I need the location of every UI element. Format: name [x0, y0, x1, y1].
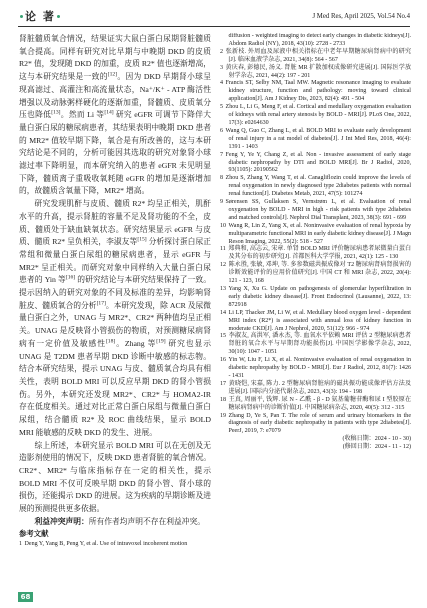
reference-item	[220, 199, 411, 223]
citation-superscript: [12]	[107, 71, 118, 78]
citation-superscript: [15]	[137, 236, 147, 243]
reference-text: Zhou L, Li G, Meng F, et al. Cortical and medullary oxygenation evaluation of kidneys with renal artery stenosis by BOLD - MRI[J]. PLoS One, 2022, 17(3): e0264630	[225, 104, 411, 126]
reference-text: Wang R, Lin Z, Yang X, et al. Noninvasive evaluation of renal hypoxia by multiparametric functional MRI in early diabetic kidney disease[J]. J Magn Reson Imaging, 2022, 55(2): 518 - 527	[228, 222, 411, 245]
reference-text: Francis ST, Selby NM, Taal MW. Magnetic resonance imaging to evaluate kidney structure, function and pathology: moving toward clinical application[J]. Am J Kidney Dis, 2023, 82(4): 491 - 504	[225, 80, 411, 103]
reference-number: 19	[220, 412, 227, 419]
text-run: 研究发现肌酐与皮质、髓质 R2* 均呈正相关，肌酐水平的升高，提示肾脏的容量不足及肾功能的不全，皮质、髓质处于缺血缺氧状态。研究结果显示 eGFR 与皮质、髓质 R2* 呈负相关，李淑友等	[19, 199, 211, 247]
section-label-text: 论 著	[25, 10, 56, 23]
reference-number: 4	[220, 80, 224, 87]
reference-number: 6	[220, 127, 224, 134]
citation-superscript: [19]	[156, 338, 166, 345]
reference-item	[220, 310, 411, 334]
reference-text: 陈永胜, 张敏, 邓坤, 等. 多参数磁共振成像对 T2 糖尿病肾病肾损害的诊断效能评价的应用价值研究[J]. 中国 CT 和 MRI 杂志, 2022, 20(4): 121 - 123, 168	[228, 262, 411, 285]
reference-text: Yin W, Liu F, Li X, et al. Noninvasive evaluation of renal oxygenation in diabetic nephropathy by BOLD - MRI[J]. Eur J Radiol, 2012, 81(7): 1426 - 1431	[228, 357, 411, 379]
reference-text: Zhang D, Ye S, Pan T. The role of serum and urinary biomarkers in the diagnosis of early diabetic nephropathy in patients with type 2diabetes[J]. PeerJ, 2019, 7: e7079	[228, 412, 411, 435]
header-rule	[18, 26, 410, 27]
reference-number: 15	[220, 333, 227, 340]
reference-text: Feng Y, Ye Y, Chang Z, et al. Non - invasive assessment of early stage diabetic nephropathy by DTI and BOLD MRI[J]. Br J Radiol, 2020, 93(1105): 20190562	[225, 151, 411, 174]
journal-info: J Med Res, April 2025, Vol.54 No.4	[312, 13, 410, 20]
text-run: 分析探讨蛋白尿正常组和微量白蛋白尿组的糖尿病患者，显示 eGFR 与 MR2* 呈正相关。而研究对象中同样纳入大量白蛋白尿患者的 Yin 等	[19, 237, 211, 285]
text-run: 研究也显示 UNAG 是 T2DM 患者早期 DKD 诊断中敏感的标志物。结合本研究结果，提示 UNAG 与皮、髓质氧合均具有相关性，表明 BOLD MRI 可以反应早期 DKD 的肾小管损伤。另外，本研究还发现 MR2*、CR2* 与 HOMA2-IR 存在低度相关。通过对比正常白蛋白尿组与微量白蛋白尿组，结合髓质 R2* 及 ROC 曲线结果，显示 BOLD MRI 能敏感的反映 DKD 的发生、进展。	[19, 338, 211, 437]
reference-text: Wang Q, Guo C, Zhang L, et al. BOLD MRI to evaluate early development of renal injury in a rat model of diabetes[J]. J Int Med Res, 2018, 46(4): 1391 - 1403	[225, 127, 411, 150]
reference-number: 1	[19, 541, 23, 548]
reference-item	[220, 333, 411, 357]
text-run: 肾脏髓质氧合情况，结果证实大鼠白蛋白尿期肾脏髓质氧合提高。同样有研究对比早期与中晚期 DKD 的皮质 R2* 值，发现随 DKD 的加重，皮质 R2* 值也逐渐增高，这与本研究结果是一致的	[19, 34, 211, 82]
reference-text: Li LP, Thacker JM, Li W, et al. Medullary blood oxygen level - dependent MRI index (R2*) is associated with annual loss of kidney function in moderate CKD[J]. Am J Nephrol, 2020, 51(12): 966 - 974	[228, 309, 411, 332]
text-run: 。Zhang 等	[115, 338, 157, 348]
reference-item	[220, 49, 411, 65]
reference-continuation: diffusion - weighted imaging to detect early changes in diabetic kidneys[J]. Abdom Radiol (NY), 2018, 43(10): 2728 - 2733	[228, 33, 411, 47]
reference-item	[220, 175, 411, 199]
article-dates	[220, 436, 411, 452]
citation-superscript: [16]	[65, 274, 76, 281]
page-number: 68	[18, 592, 33, 602]
reference-item	[220, 357, 411, 381]
reference-item	[220, 397, 411, 413]
reference-item	[220, 223, 411, 247]
reference-number: 7	[220, 151, 224, 158]
text-run: 。本研究发现，除 ACR 及尿微量白蛋白之外，UNAG 与 MR2*、CR2* 两种值均呈正相关。UNAG 是反映肾小管损伤的物质，对预测糖尿病肾病有一定价值及敏感性	[19, 300, 211, 348]
reference-item	[19, 541, 211, 549]
reference-number: 9	[220, 199, 224, 206]
reference-number: 3	[220, 64, 224, 71]
text-run: 。然而 Li 等	[60, 110, 105, 120]
reference-item	[220, 65, 411, 81]
conclusion-paragraph	[19, 440, 211, 516]
reference-item	[220, 246, 411, 262]
reference-text: Deng Y, Yang B, Peng Y, et al. Use of intravoxel incoherent motion	[24, 541, 188, 548]
reference-text: 黄庆春, 彭德民, 汤义. 肾脏 MR 扩散加权成像研究进展[J]. 国际医学放射学杂志, 2021, 44(2): 197 - 201	[225, 64, 411, 79]
reference-number: 13	[220, 286, 227, 292]
body-paragraph	[19, 198, 211, 439]
reference-item	[220, 413, 411, 437]
reference-text: Zhou S, Zhang Y, Wang T, et al. Canagliflozin could improve the levels of renal oxygenation in newly diagnosed type 2diabetes patients with normal renal function[J]. Diabetes Metab, 2021, 47(5): 101274	[225, 175, 411, 198]
conflict-text: 所有作者均声明不存在利益冲突。	[88, 516, 206, 526]
reference-text: 郑典和, 高志云, 宋章. 单肾 BOLD MRI 评价糖尿病患者尿微量白蛋白及其分布的初步研究[J]. 首都医科大学学报, 2021, 42(1): 125 - 130	[228, 246, 411, 261]
section-label	[18, 8, 62, 24]
reference-item	[220, 128, 411, 152]
section-dot-left	[20, 15, 23, 18]
revised-date: (修回日期：2024 - 11 - 12)	[342, 444, 411, 451]
left-column	[19, 33, 211, 589]
references-heading: 参考文献	[19, 529, 49, 539]
reference-text: Sørensen SS, Gullaksen S, Vernstrøm L, et al. Evaluation of renal oxygenation by BOLD - MRI in high - risk patients with type 2diabetes and matched controls[J]. Nephrol Dial Transplant, 2023, 38(3): 691 - 699	[225, 199, 411, 221]
reference-item	[220, 381, 411, 397]
reference-item	[220, 80, 411, 104]
citation-superscript: [17]	[96, 300, 106, 307]
reference-item	[220, 152, 411, 176]
reference-list	[220, 33, 411, 436]
reference-text: 黄晓恺, 宋嘉, 陈力. 2 型糖尿病肾脏病的磁共振功能成像评估方法及进展[J]. 国际内分泌代谢杂志, 2023, 43(3): 194 - 198	[228, 380, 411, 395]
reference-number: 8	[220, 175, 224, 182]
reference-item	[220, 262, 411, 286]
section-dot-right	[57, 15, 60, 18]
reference-number: 5	[220, 104, 224, 111]
text-run: 的研究结论与本研究结果保持了一致。提示因纳入的研究对象的不同及标准的差异，均影响肾脏皮、髓质氧合的分析	[19, 275, 211, 310]
reference-text: 王真, 周丽平, 钱辉. 尿 N - 乙酰 - β - D 氨基葡糖苷酶和尿 I 型胶原在糖尿病肾病中的诊断价值[J]. 中国糖尿病杂志, 2020, 40(5): 312 - 315	[228, 396, 411, 411]
citation-superscript: [13]	[51, 109, 61, 116]
reference-number: 18	[220, 396, 227, 403]
conflict-label: 利益冲突声明：	[34, 516, 89, 526]
reference-number: 12	[220, 262, 227, 269]
text-run: 。因为 DKD 早期肾小球呈现高滤过、高灌注和高流量状态，Na⁺/K⁺ - ATP 酶活性增强以及动脉粥样硬化的逐渐加重，肾髓质、皮质氧分压也降低	[19, 72, 211, 120]
received-date: (收稿日期：2024 - 10 - 30)	[342, 436, 411, 443]
reference-number: 2	[220, 48, 224, 55]
reference-text: Yang X, Xu G. Update on pathogenesis of glomerular hyperfiltration in early diabetic kidney disease[J]. Front Endocrinol (Lausanne), 2022, 13: 872918	[228, 286, 411, 308]
text-run: 综上所述，本研究显示 BOLD MRI 可以在无创及无造影剂使用的情况下，反映 DKD 患者肾脏的氧合情况。CR2*、MR2* 与临床指标存在一定的相关性，提示 BOLD MRI 不仅可反映早期 DKD 的肾小管、肾小球的损伤，还能揭示 DKD 的进展。这为疾病的早期诊断及进展的预测提供更多依据。	[19, 440, 211, 514]
citation-superscript: [14]	[104, 109, 114, 116]
body-paragraph	[19, 33, 211, 198]
reference-number: 16	[220, 357, 227, 364]
reference-number: 17	[220, 380, 227, 387]
citation-superscript: [18]	[105, 338, 116, 345]
reference-number: 11	[220, 246, 226, 253]
reference-item	[220, 104, 411, 128]
reference-number: 14	[220, 309, 227, 316]
text-run: 研究 eGFR 可调节下降伴大量白蛋白尿的糖尿病患者，其结果表明中晚期 DKD 患者的 MR2* 值较早期下降，氧合是有所改善的，这与本研究结论是不同的，分析可能因其选取的研究对象肾小球滤过率下降明显，而本研究纳入的患者 eGFR 未见明显下降，髓质离子重吸收氧耗随 eGFR 的增加是逐渐增加的，故髓质含氧量下降，MR2* 增高。	[19, 110, 211, 196]
reference-number: 10	[220, 222, 227, 229]
reference-text: 张新枝. 外周血及尿液中相关指标在中老年早期糖尿病肾病中的研究[J]. 临床血液学杂志, 2021, 34(8): 564 - 567	[225, 48, 411, 63]
conflict-of-interest-statement	[19, 516, 211, 529]
reference-text: 李淑友, 高洪军, 潘永杰, 等. 血氧水平依赖 MRI 评估 2 型糖尿病患者肾脏的氧合水平与早期肾功能损伤[J]. 中国医学影像学杂志, 2022, 30(10): 1047 - 1051	[228, 333, 411, 356]
right-column	[220, 33, 411, 589]
reference-item	[220, 286, 411, 310]
